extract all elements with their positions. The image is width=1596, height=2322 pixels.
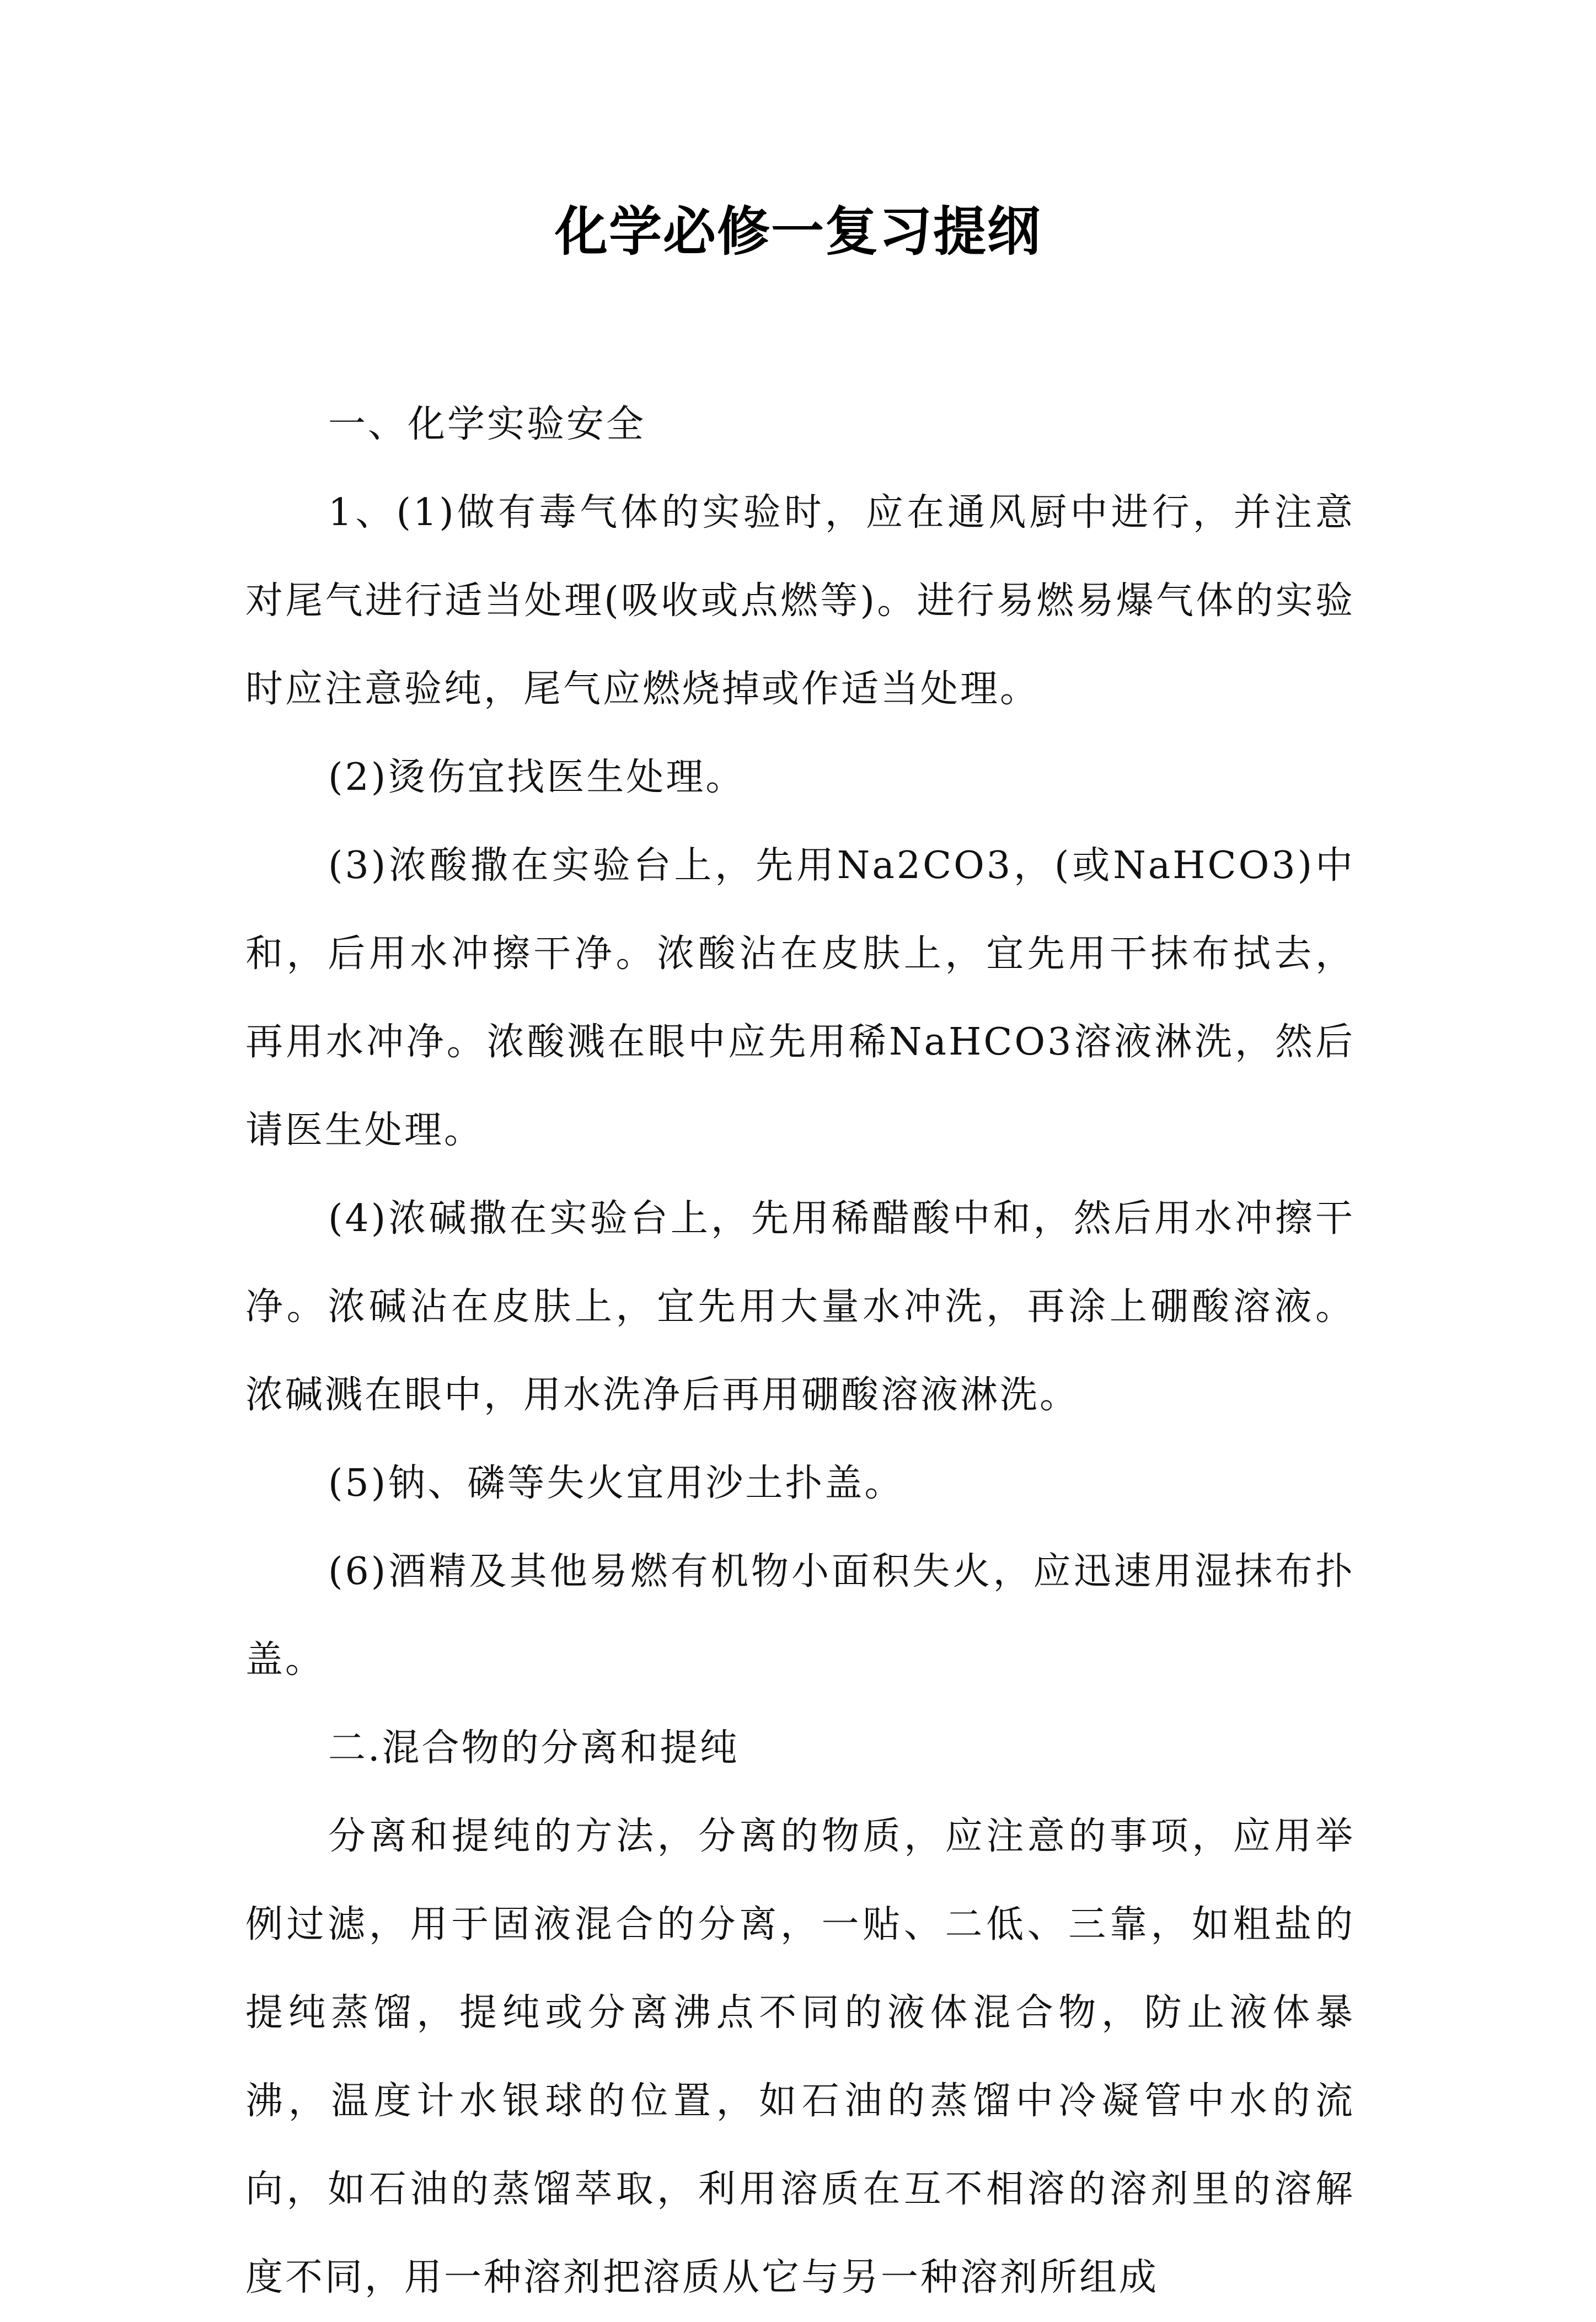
- paragraph-toxic-gas: 1、(1)做有毒气体的实验时，应在通风厨中进行，并注意对尾气进行适当处理(吸收或点燃等)。进行易燃易爆气体的实验时应注意验纯，尾气应燃烧掉或作适当处理。: [245, 491, 1355, 711]
- paragraph-burns: (2)烫伤宜找医生处理。: [328, 756, 746, 799]
- section-heading-separation: 二.混合物的分离和提纯: [328, 1726, 740, 1770]
- paragraph-separation-methods: 分离和提纯的方法，分离的物质，应注意的事项，应用举例过滤，用于固液混合的分离，一贴、二低、三靠，如粗盐的提纯蒸馏，提纯或分离沸点不同的液体混合物，防止液体暴沸，温度计水银球的位置，如石油的蒸馏中冷凝管中水的流向，如石油的蒸馏萃取，利用溶质在互不相溶的溶剂里的溶解度不同，用一种溶剂把溶质从它与另一种溶剂所组成: [245, 1815, 1355, 2299]
- paragraph-alcohol-fire: (6)酒精及其他易燃有机物小面积失火，应迅速用湿抹布扑盖。: [245, 1550, 1355, 1682]
- paragraph-metal-fire: (5)钠、磷等失火宜用沙土扑盖。: [328, 1462, 904, 1505]
- paragraph-acid-spill: (3)浓酸撒在实验台上，先用Na2CO3，(或NaHCO3)中和，后用水冲擦干净。浓酸沾在皮肤上，宜先用干抹布拭去，再用水冲净。浓酸溅在眼中应先用稀NaHCO3溶液淋洗，然后请医生处理。: [245, 844, 1355, 1152]
- document-title: 化学必修一复习提纲: [555, 200, 1041, 263]
- section-heading-lab-safety: 一、化学实验安全: [328, 403, 646, 446]
- document-body: [245, 381, 1355, 2322]
- paragraph-alkali-spill: (4)浓碱撒在实验台上，先用稀醋酸中和，然后用水冲擦干净。浓碱沾在皮肤上，宜先用大量水冲洗，再涂上硼酸溶液。浓碱溅在眼中，用水洗净后再用硼酸溶液淋洗。: [245, 1197, 1355, 1417]
